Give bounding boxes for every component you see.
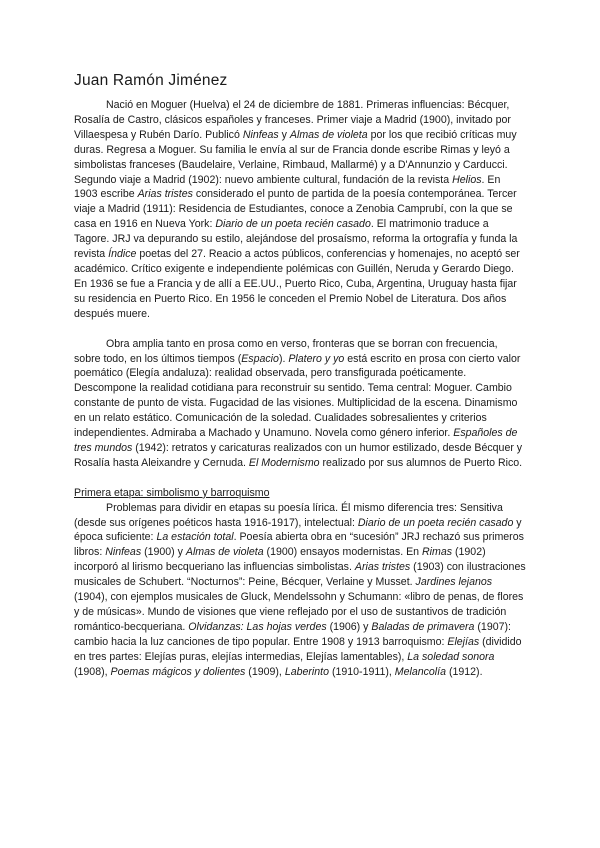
paragraph-work-overview	[74, 337, 526, 471]
document-page	[74, 72, 526, 680]
italic-title-text: Arias tristes	[354, 561, 411, 574]
italic-title-text: Diario de un poeta recién casado	[357, 516, 514, 529]
body-text: ).	[278, 352, 289, 365]
italic-title-text: Melancolía	[394, 665, 446, 678]
body-text: (1902) incorporó al lirismo becqueriano las influencias simbolistas.	[74, 546, 486, 574]
italic-title-text: Jardines lejanos	[415, 576, 493, 589]
body-text: (1908),	[74, 665, 111, 678]
italic-title-text: Baladas de primavera	[371, 620, 475, 633]
italic-title-text: Españoles de tres mundos	[74, 427, 518, 454]
italic-title-text: El Modernismo	[248, 456, 320, 469]
italic-title-text: Rimas	[422, 546, 453, 559]
italic-title-text: Ninfeas	[242, 128, 279, 141]
italic-title-text: La estación total	[156, 531, 234, 544]
italic-title-text: Índice	[108, 248, 137, 261]
body-text: (1904), con ejemplos musicales de Gluck, Mendelssohn y Schumann: «libro de penas, de flores y de músicas». Mundo de visiones que viene reflejado por el uso de sustantivos de tradición romántico-becqueriana.	[74, 591, 524, 633]
italic-title-text: Elejías	[447, 635, 480, 648]
body-text: . El matrimonio traduce a Tagore. JRJ va depurando su estilo, alejándose del prosaísmo, reforma la ortografía y funda la revista	[74, 218, 518, 261]
body-text: y época suficiente:	[74, 516, 522, 544]
italic-title-text: Olvidanzas: Las hojas verdes	[188, 620, 327, 633]
italic-title-text: Diario de un poeta recién casado	[215, 218, 371, 231]
italic-title-text: Laberinto	[284, 665, 329, 678]
body-text: considerado el punto de partida de la poesía contemporánea. Tercer viaje a Madrid (1911): Residencia de Estudiantes, conoce a Zenobia Camprubí, con la que se casa en 1916 en Nueva York:	[74, 188, 517, 231]
body-text: (1910-1911),	[329, 665, 395, 678]
italic-title-text: Helios	[452, 173, 482, 186]
document-title: Juan Ramón Jiménez	[74, 72, 228, 89]
paragraph-first-stage	[74, 501, 526, 680]
italic-title-text: Espacio	[241, 352, 279, 365]
section-heading: Primera etapa: simbolismo y barroquismo	[74, 486, 270, 499]
body-text: está escrito en prosa con cierto valor poemático (Elegía andaluza): realidad observada, pero transfigurada poéticamente. Descompone la realidad cotidiana para reconstruir su sentido. Tema central: Moguer. Cambio constante de punto de vista. Fugacidad de las visiones. Multiplicidad de la escena. Dinamismo en un relato estático. Comunicación de la soledad. Cualidades sobresalientes y criterios independientes. Admiraba a Machado y Unamuno. Novela como género inferior.	[74, 352, 521, 440]
italic-title-text: Ninfeas	[105, 546, 142, 559]
italic-title-text: Poemas mágicos y dolientes	[110, 665, 246, 678]
body-text: por los que recibió críticas muy duras. Regresa a Moguer. Su familia le envía al sur de Francia donde escribe Rimas y leyó a simbolistas franceses (Baudelaire, Verlaine, Rimbaud, Mallarmé) y a D'Annunzio y Carducci. Segundo viaje a Madrid (1902): nuevo ambiente cultural, fundación de la revista	[74, 128, 517, 186]
italic-title-text: Almas de violeta	[289, 128, 368, 141]
italic-title-text: La soledad sonora	[407, 650, 495, 663]
body-text: (1900) y	[141, 546, 186, 559]
body-text: Obra amplia tanto en prosa como en verso, fronteras que se borran con frecuencia, sobre todo, en los últimos tiempos (	[74, 337, 498, 365]
body-text: Problemas para dividir en etapas su poesía lírica. Él mismo diferencia tres: Sensitiva (desde sus orígenes poéticos hasta 1916-1917), intelectual:	[74, 501, 503, 529]
body-text: (1907): cambio hacia la luz canciones de tipo popular. Entre 1908 y 1913 barroquismo:	[74, 620, 511, 648]
body-text: (1900) ensayos modernistas. En	[263, 546, 423, 559]
body-text: poetas del 27. Reacio a actos públicos, conferencias y homenajes, no aceptó ser académico. Crítico exigente e independiente polémicas con Guillén, Neruda y Gerardo Diego. En 1936 se fue a Francia y de allí a EE.UU., Puerto Rico, Cuba, Argentina, Uruguay hasta fijar su residencia en Puerto Rico. En 1956 le conceden el Premio Nobel de Literatura. Dos años después muere.	[74, 248, 520, 320]
italic-title-text: Platero y yo	[288, 352, 345, 365]
body-text: . Poesía abierta obra en “sucesión” JRJ rechazó sus primeros libros:	[74, 531, 524, 559]
italic-title-text: Arias tristes	[137, 188, 193, 201]
body-text: Nació en Moguer (Huelva) el 24 de diciembre de 1881. Primeras influencias: Bécquer, Rosalía de Castro, clásicos españoles y franceses. Primer viaje a Madrid (1900), invitado por Villaespesa y Rubén Darío. Publicó	[74, 99, 511, 141]
body-text: (1903) con ilustraciones musicales de Schubert. “Nocturnos”: Peine, Bécquer, Verlaine y Musset.	[74, 561, 526, 589]
paragraph-biography	[74, 98, 526, 322]
body-text: (1912).	[446, 665, 483, 678]
italic-title-text: Almas de violeta	[185, 546, 264, 559]
body-text: (1906) y	[326, 620, 372, 633]
body-text: (1942): retratos y caricaturas realizados con un humor estilizado, desde Bécquer y Rosalía hasta Aleixandre y Cernuda.	[74, 441, 523, 469]
body-text: y	[278, 128, 290, 141]
body-text: (1909),	[245, 665, 285, 678]
body-text: (dividido en tres partes: Elejías puras, elejías intermedias, Elejías lamentables),	[74, 635, 522, 663]
body-text: realizado por sus alumnos de Puerto Rico.	[319, 456, 523, 469]
body-text: . En 1903 escribe	[74, 173, 501, 201]
